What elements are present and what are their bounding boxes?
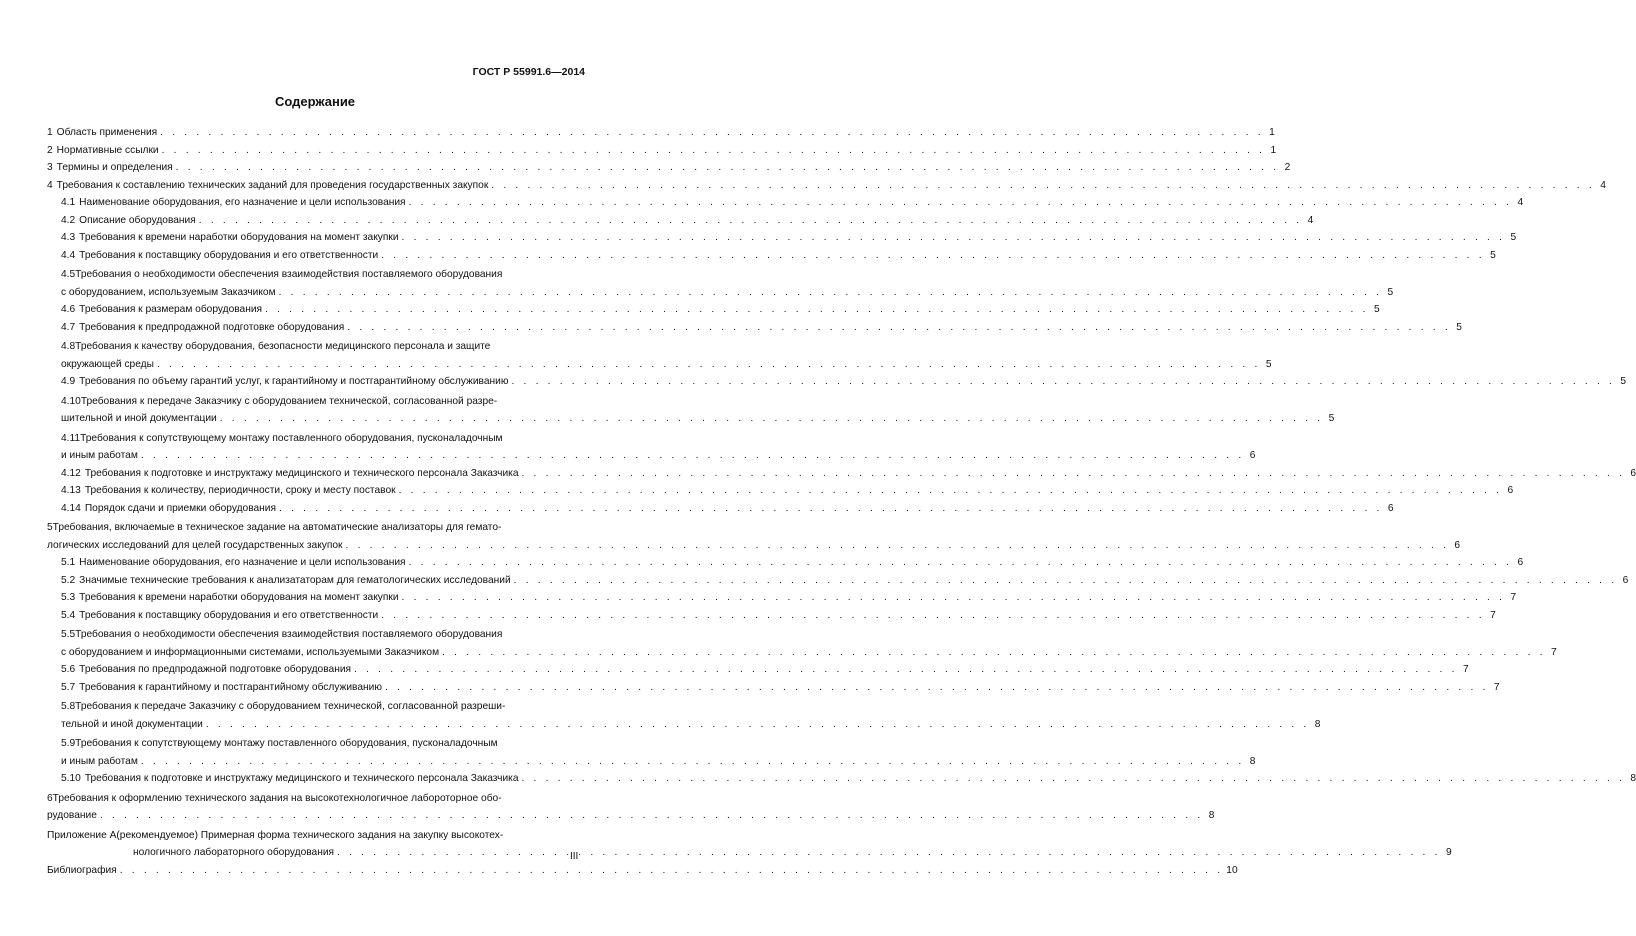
toc-entry-page: 5	[1510, 232, 1517, 243]
toc-entry-page: 5	[1265, 358, 1272, 370]
toc-entry-page: 4	[1517, 197, 1524, 208]
toc-entry[interactable]	[47, 770, 1636, 788]
toc-entry-text: Значимые технические требования к анализататорам для гематологических исследований	[79, 574, 511, 586]
toc-entry-text: с оборудованием и информационными системами, используемыми Заказчиком	[61, 646, 440, 658]
dot-leader	[100, 807, 1204, 825]
toc-entry-number: 4.3	[61, 232, 76, 243]
toc-entry[interactable]	[47, 391, 1335, 428]
toc-entry-text: и иным работам	[61, 755, 138, 767]
dot-leader	[381, 247, 1485, 265]
dot-leader	[120, 862, 1224, 880]
toc-entry-text: Требования по предпродажной подготовке оборудования	[79, 664, 352, 675]
dot-leader	[206, 716, 1310, 734]
dot-leader	[491, 177, 1595, 195]
dot-leader	[399, 482, 1503, 500]
dot-leader	[157, 356, 1261, 374]
toc-entry-text: шительной и иной документации	[61, 413, 217, 424]
dot-leader	[409, 194, 1513, 212]
toc-entry-page: 5	[1328, 413, 1335, 424]
document-code: ГОСТ Р 55991.6—2014	[472, 66, 585, 78]
toc-entry-text: окружающей среды	[61, 358, 154, 370]
toc-entry-page: 5	[1373, 304, 1380, 315]
dot-leader	[199, 212, 1303, 230]
toc-entry[interactable]	[47, 373, 1627, 391]
dot-leader	[220, 410, 1324, 428]
dot-leader	[354, 661, 1458, 679]
toc-entry-text: Требования к количеству, периодичности, сроку и месту поставок	[84, 485, 396, 496]
toc-entry-page: 8	[1249, 755, 1256, 767]
dot-leader	[279, 284, 1383, 302]
dot-leader	[521, 770, 1625, 788]
toc-entry-page: 5	[1490, 249, 1496, 261]
toc-entry-text-line1: Требования о необходимости обеспечения взаимодействия поставляемого оборудования	[75, 629, 503, 640]
toc-entry[interactable]	[47, 194, 1524, 212]
toc-entry[interactable]	[47, 124, 1275, 142]
toc-entry[interactable]	[47, 212, 1314, 230]
dot-leader	[514, 572, 1618, 590]
toc-entry-number: 3	[47, 162, 53, 173]
toc-entry[interactable]	[47, 142, 1277, 160]
toc-entry-text-line1: (рекомендуемое) Примерная форма технического задания на закупку высокотех-	[116, 829, 504, 841]
toc-entry[interactable]	[47, 607, 1496, 625]
toc-entry-page: 5	[1620, 376, 1627, 387]
toc-entry-number: 4.7	[61, 321, 76, 333]
toc-entry[interactable]	[47, 554, 1524, 572]
toc-entry-text: и иным работам	[61, 450, 138, 461]
toc-entry-number: 5.5	[61, 629, 76, 640]
toc-entry-text: с оборудованием, используемым Заказчиком	[61, 286, 276, 298]
toc-entry-text: Требования к размерам оборудования	[79, 304, 263, 315]
toc-entry-page: 7	[1490, 609, 1496, 621]
toc-entry-page: 7	[1462, 664, 1469, 675]
toc-entry-number: 5.8	[61, 701, 76, 712]
dot-leader	[511, 373, 1615, 391]
toc-entry-page: 4	[1600, 179, 1606, 191]
toc-entry-page: 5	[1387, 286, 1394, 298]
toc-entry[interactable]	[47, 661, 1469, 679]
toc-entry-number: 4.1	[61, 197, 76, 208]
toc-entry-text: Нормативные ссылки	[56, 144, 159, 156]
toc-entry-number: 4.9	[61, 376, 76, 387]
toc-entry[interactable]	[47, 159, 1291, 177]
dot-leader	[337, 844, 1441, 862]
toc-entry-text-line1: Требования к передаче Заказчику с оборудованием технической, согласованной разре-	[80, 395, 498, 407]
dot-leader	[265, 301, 1369, 319]
dot-leader	[402, 589, 1506, 607]
dot-leader	[141, 447, 1245, 465]
toc-entry-number: 4	[47, 179, 53, 191]
toc-entry-page: 8	[1208, 810, 1215, 821]
toc-entry-text: Требования к гарантийному и постгарантийному обслуживанию	[79, 681, 382, 693]
toc-entry-number: 4.14	[61, 502, 81, 514]
toc-entry-number: 2	[47, 144, 53, 156]
toc-entry-number: 4.11	[61, 432, 81, 444]
toc-entry[interactable]	[47, 177, 1606, 195]
toc-entry-page: 4	[1307, 214, 1314, 226]
toc-entry-text: тельной и иной документации	[61, 718, 203, 730]
toc-entry-page: 7	[1493, 681, 1500, 693]
toc-entry-text: логических исследований для целей государственных закупок	[47, 539, 343, 551]
toc-entry-page: 9	[1445, 847, 1452, 858]
dot-leader	[347, 319, 1451, 337]
toc-entry-number: 4.13	[61, 485, 81, 496]
toc-entry[interactable]	[47, 788, 1215, 825]
dot-leader	[521, 465, 1625, 483]
toc-entry-page: 6	[1454, 539, 1461, 551]
page-number: III	[570, 851, 579, 862]
toc-entry-page: 8	[1630, 773, 1636, 784]
dot-leader	[346, 537, 1450, 555]
toc-entry-text: Область применения	[56, 127, 158, 138]
toc-entry-page: 5	[1456, 321, 1462, 333]
toc-entry-text: Требования к поставщику оборудования и его ответственности	[79, 249, 379, 261]
toc-entry[interactable]	[47, 319, 1462, 337]
toc-entry-number: 5.2	[61, 574, 76, 586]
toc-entry-text-line1: Требования к сопутствующему монтажу поставленного оборудования, пусконаладочным	[75, 738, 498, 749]
toc-entry-text: Порядок сдачи и приемки оборудования	[84, 502, 277, 514]
toc-entry-number: 4.5	[61, 269, 76, 280]
dot-leader	[402, 229, 1506, 247]
toc-entry-page: 10	[1226, 864, 1238, 876]
toc-entry-text-line1: Требования к передаче Заказчику с оборудованием технической, согласованной разреши-	[75, 701, 506, 712]
dot-leader	[160, 124, 1264, 142]
toc-entry-number: 4.8	[61, 341, 76, 352]
dot-leader	[279, 500, 1383, 518]
toc-entry[interactable]	[47, 825, 1452, 862]
toc-entry-text: Термины и определения	[56, 162, 173, 173]
toc-entry-number: 5.10	[61, 773, 81, 784]
dot-leader	[162, 142, 1266, 160]
toc-entry-text: Требования по объему гарантий услуг, к гарантийному и постгарантийному обслуживанию	[79, 376, 509, 387]
toc-entry-text: нологичного лабораторного оборудования	[133, 847, 335, 858]
toc-entry-page: 6	[1249, 450, 1256, 461]
toc-entry[interactable]	[47, 229, 1517, 247]
toc-entry-text: Требования к подготовке и инструктажу медицинского и технического персонала Заказчика	[84, 773, 519, 784]
toc-entry-number: 4.4	[61, 249, 76, 261]
table-of-contents	[47, 124, 1636, 879]
page-title: Содержание	[274, 94, 356, 109]
toc-entry-number: 5.7	[61, 681, 76, 693]
toc-entry-page: 7	[1510, 592, 1517, 603]
toc-entry-text-line1: Требования о необходимости обеспечения взаимодействия поставляемого оборудования	[75, 269, 503, 280]
toc-entry-number: 5.6	[61, 664, 76, 675]
toc-entry-page: 1	[1270, 144, 1277, 156]
toc-entry-text-line1: Требования к качеству оборудования, безопасности медицинского персонала и защите	[75, 341, 491, 352]
toc-entry-number: 4.6	[61, 304, 76, 315]
toc-entry[interactable]	[47, 336, 1272, 373]
toc-entry[interactable]	[47, 679, 1500, 697]
toc-entry-text: Требования к составлению технических заданий для проведения государственных закупок	[56, 179, 489, 191]
toc-entry[interactable]	[47, 465, 1636, 483]
toc-entry-text: Требования к поставщику оборудования и его ответственности	[79, 609, 379, 621]
toc-entry-text: Библиография	[47, 864, 117, 876]
toc-entry-page: 8	[1314, 718, 1321, 730]
toc-entry-number: 5.9	[61, 738, 76, 749]
toc-entry-page: 6	[1507, 485, 1514, 496]
toc-entry[interactable]	[47, 517, 1461, 554]
dot-leader	[442, 644, 1546, 662]
toc-entry-text: Описание оборудования	[79, 214, 196, 226]
toc-entry[interactable]	[47, 696, 1321, 733]
toc-entry-text: Требования к времени наработки оборудования на момент закупки	[79, 592, 399, 603]
toc-entry-page: 6	[1630, 467, 1636, 479]
toc-entry-page: 6	[1622, 574, 1629, 586]
toc-entry-text-line1: Требования, включаемые в техническое задание на автоматические анализаторы для гемато-	[52, 522, 502, 533]
toc-entry[interactable]	[47, 428, 1256, 465]
toc-entry-page: 6	[1387, 502, 1394, 514]
toc-entry-number: 4.2	[61, 214, 76, 226]
toc-entry-number: 4.10	[61, 395, 81, 407]
toc-entry-page: 6	[1517, 557, 1524, 568]
toc-entry-number: Приложение А	[47, 829, 117, 841]
toc-entry[interactable]	[47, 589, 1517, 607]
toc-entry[interactable]	[47, 264, 1394, 301]
toc-entry-page: 1	[1269, 127, 1275, 138]
dot-leader	[381, 607, 1485, 625]
toc-entry-number: 5	[47, 522, 53, 533]
toc-entry-number: 6	[47, 792, 53, 804]
toc-entry-text: рудование	[47, 810, 97, 821]
toc-entry[interactable]	[47, 247, 1496, 265]
toc-entry-text-line1: Требования к оформлению технического задания на высокотехнологичное лабороторное обо-	[52, 792, 502, 804]
toc-entry[interactable]	[47, 862, 1238, 880]
toc-entry-text: Наименование оборудования, его назначение и цели использования	[79, 557, 406, 568]
toc-entry[interactable]	[47, 624, 1557, 661]
toc-entry-number: 5.1	[61, 557, 76, 568]
toc-entry[interactable]	[47, 301, 1380, 319]
toc-entry-text-line1: Требования к сопутствующему монтажу поставленного оборудования, пусконаладочным	[80, 432, 503, 444]
toc-entry-text: Требования к подготовке и инструктажу медицинского и технического персонала Заказчика	[84, 467, 519, 479]
dot-leader	[141, 753, 1245, 771]
toc-entry-page: 7	[1551, 646, 1557, 658]
toc-entry[interactable]	[47, 482, 1514, 500]
toc-entry-number: 5.3	[61, 592, 76, 603]
toc-entry-text: Требования к времени наработки оборудования на момент закупки	[79, 232, 399, 243]
toc-entry-page: 2	[1284, 162, 1291, 173]
dot-leader	[385, 679, 1489, 697]
toc-entry[interactable]	[47, 500, 1394, 518]
toc-entry-number: 4.12	[61, 467, 81, 479]
toc-entry[interactable]	[47, 733, 1256, 770]
toc-entry-text: Требования к предпродажной подготовке оборудования	[79, 321, 345, 333]
toc-entry-number: 1	[47, 127, 53, 138]
dot-leader	[176, 159, 1280, 177]
toc-entry-text: Наименование оборудования, его назначение и цели использования	[79, 197, 406, 208]
dot-leader	[409, 554, 1513, 572]
toc-entry-number: 5.4	[61, 609, 76, 621]
toc-entry[interactable]	[47, 572, 1629, 590]
